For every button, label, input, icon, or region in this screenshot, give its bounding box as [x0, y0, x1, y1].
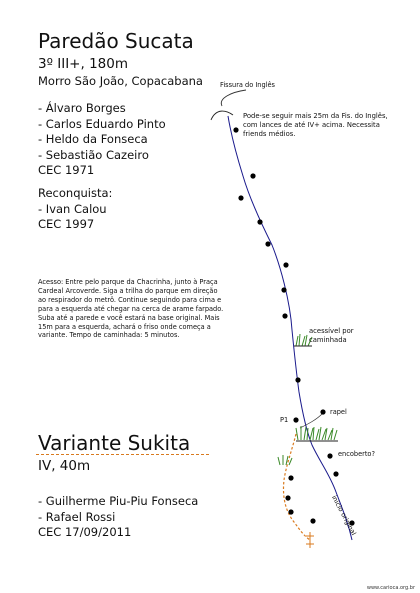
- bolt: [250, 173, 255, 178]
- bolt: [295, 377, 300, 382]
- bolt: [283, 262, 288, 267]
- bolt: [233, 127, 238, 132]
- variant-date: CEC 17/09/2011: [38, 525, 132, 540]
- bolt: [310, 518, 315, 523]
- acessivel-label: acessível por caminhada: [309, 327, 354, 344]
- bolt: [333, 471, 338, 476]
- approach-description: Acesso: Entre pelo parque da Chacrinha, junto à Praça Cardeal Arcoverde. Siga a trilha do parque em direção ao respirador do metrô. Continue seguindo para cima e para a esquerda até chegar na cerca de arame farpado. Suba até a parede e você estará na base original. Mais 15m para a esquerda, achará o friso onde começa a variante. Tempo de caminhada: 5 minutos.: [38, 278, 224, 340]
- bolt: [288, 509, 293, 514]
- rapel-label: rapel: [330, 408, 347, 416]
- bolt: [281, 287, 286, 292]
- climber-2: - Carlos Eduardo Pinto: [38, 116, 166, 131]
- bolt: [265, 241, 270, 246]
- route-location: Morro São João, Copacabana: [38, 74, 203, 88]
- variant-title: Variante Sukita: [38, 431, 191, 455]
- climber-3: - Heldo da Fonseca: [38, 132, 148, 147]
- fissura-note: Pode-se seguir mais 25m da Fis. do Inglês, com lances de até IV+ acima. Necessita friends médios.: [243, 112, 388, 138]
- route-grade: 3º III+, 180m: [38, 56, 128, 72]
- reconquest-label: Reconquista:: [38, 186, 113, 200]
- bolt: [327, 453, 332, 458]
- bolt: [257, 219, 262, 224]
- route-title: Paredão Sucata: [38, 29, 194, 53]
- bolt: [293, 417, 298, 422]
- footer-url: www.carioca.org.br: [366, 585, 415, 591]
- bolt: [320, 409, 325, 414]
- bolt: [285, 495, 290, 500]
- bolt: [288, 475, 293, 480]
- variant-climber-1: - Guilherme Piu-Piu Fonseca: [38, 494, 199, 508]
- reconquest-date: CEC 1997: [38, 217, 95, 232]
- variant-climber-2: - Rafael Rossi: [38, 509, 116, 524]
- variant-title-underline: [36, 454, 209, 455]
- encoberto-label: encoberto?: [338, 450, 375, 458]
- reconquest-climber: - Ivan Calou: [38, 201, 107, 216]
- p1-label: P1: [280, 416, 289, 424]
- variant-grade: IV, 40m: [38, 458, 91, 474]
- climber-4: - Sebastião Cazeiro: [38, 147, 149, 162]
- bolt: [282, 313, 287, 318]
- first-ascent-date: CEC 1971: [38, 163, 95, 178]
- bolt: [238, 195, 243, 200]
- climber-1: - Álvaro Borges: [38, 101, 126, 115]
- inicio-original-label: início original: [329, 494, 358, 537]
- fissura-label: Fissura do Inglês: [220, 81, 275, 89]
